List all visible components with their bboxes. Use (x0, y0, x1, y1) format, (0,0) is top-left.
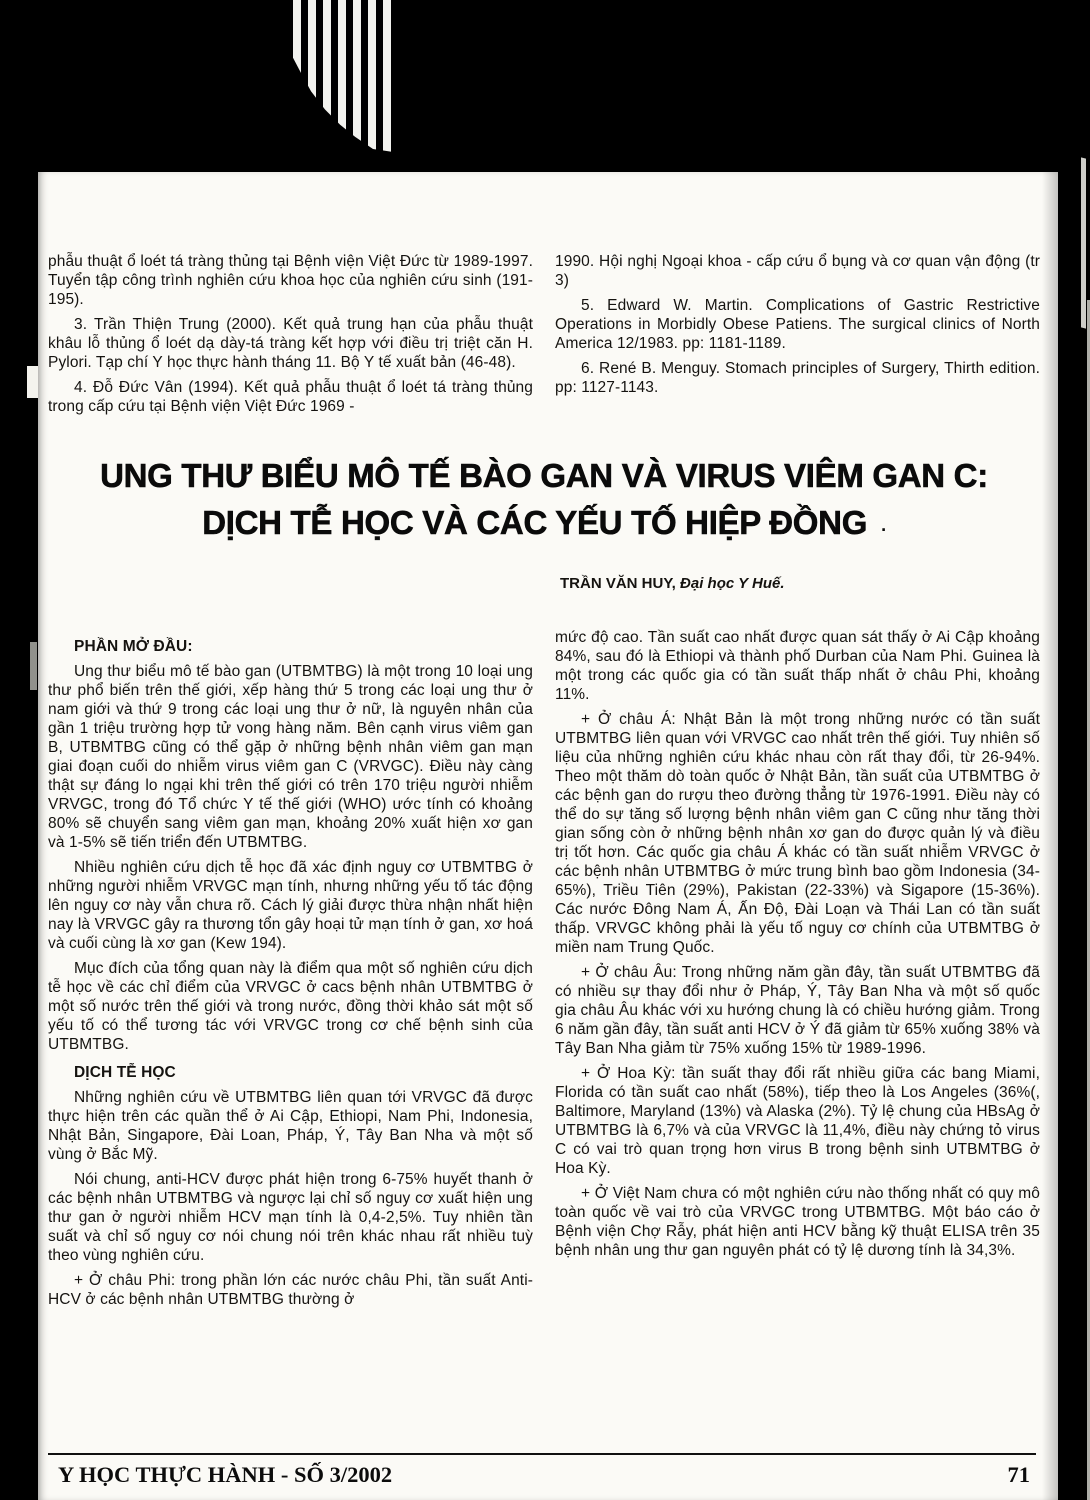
references-column-right (555, 252, 1040, 422)
article-title (84, 452, 1004, 549)
page-number: 71 (1007, 1462, 1030, 1487)
page-footer (48, 1453, 1036, 1488)
paragraph: 3. Trần Thiện Trung (2000). Kết quả trung hạn của phẫu thuật khâu lỗ thủng ổ loét dạ dày-tá tràng kết hợp với điều trị triệt căn H. Pylori. Tạp chí Y học thực hành tháng 11. Bộ Y tế xuất bản (46-48). (48, 316, 533, 371)
title-stray-dot: . (881, 514, 886, 535)
paragraph: Nói chung, anti-HCV được phát hiện trong 6-75% huyết thanh ở các bệnh nhân UTBMTBG và ngược lại chỉ số nguy cơ xuất hiện ung thư gan ở người nhiễm HCV mạn tính là 0,4-2,5%. Tuy nhiên tần suất và chỉ số nguy cơ nói chung nói trên khác nhau rất nhiều tuỳ theo vùng nghiên cứu. (48, 1170, 533, 1264)
scan-artifact-left-streak (30, 642, 37, 690)
paragraph: 5. Edward W. Martin. Complications of Gastric Restrictive Operations in Morbidly Obese Patiens. The surgical clinics of North America 12/1983. pp: 1181-1189. (555, 297, 1040, 352)
page (38, 172, 1058, 1500)
paragraph: + Ở châu Phi: trong phần lớn các nước châu Phi, tần suất Anti-HCV ở các bệnh nhân UTBMTBG thường ở (48, 1271, 533, 1308)
author-name: TRẦN VĂN HUY, (560, 574, 676, 592)
paragraph: phẫu thuật ổ loét tá tràng thủng tại Bệnh viện Việt Đức từ 1989-1997. Tuyển tập công trình nghiên cứu khoa học của nghiên cứu sinh (191-195). (48, 253, 533, 308)
section-heading: PHẦN MỞ ĐẦU: (74, 637, 193, 655)
paragraph: + Ở Việt Nam chưa có một nghiên cứu nào thống nhất có quy mô toàn quốc về vai trò của VRVGC trong UTBMTBG. Một báo cáo ở Bệnh viện Chợ Rẫy, phát hiện anti HCV bằng kỹ thuật ELISA trên 35 bệnh nhân ung thư gan nguyên phát có tỷ lệ dương tính là 34,3%. (555, 1184, 1040, 1259)
article-body (48, 628, 1040, 1315)
paragraph: mức độ cao. Tần suất cao nhất được quan sát thấy ở Ai Cập khoảng 84%, sau đó là Ethiopi và thành phố Durban của Nam Phi. Guinea là một trong các quốc gia có tần suất thấp nhất ở châu Phi, khoảng 11%. (555, 628, 1040, 703)
author-affiliation: Đại học Y Huế. (680, 574, 785, 592)
journal-title: Y HỌC THỰC HÀNH - SỐ 3/2002 (58, 1462, 393, 1487)
references-column-left (48, 252, 533, 422)
paragraph: + Ở châu Á: Nhật Bản là một trong những nước có tần suất UTBMTBG liên quan với VRVGC cao nhất trên thế giới. Tuy nhiên số liệu của những nghiên cứu khác nhau còn rất thay đổi, từ 26-94%. Theo một thăm dò toàn quốc ở Nhật Bản, tần suất của UTBMTBG ở các bệnh gan do rượu theo đường thẳng từ 1976-1991. Điều này có thể do sự tăng số lượng bệnh nhân viêm gan C cũng như tăng thời gian sống còn ở những bệnh nhân xơ gan do được quản lý và điều trị tốt hơn. Các quốc gia châu Á khác có tần suất nhiễm VRVGC ở các bệnh nhân UTBMTBG ở mức trung bình bao gồm Indonesia (34-65%), Triều Tiên (29%), Pakistan (22-33%) và Sigapore (15-36%). Các nước Đông Nam Á, Ấn Độ, Đài Loạn và Thái Lan có tần suất thấp. VRVGC không phải là yếu tố nguy cơ chính của UTBMTBG ở miền nam Trung Quốc. (555, 710, 1040, 956)
scan-artifact-diagonal-mark (1081, 157, 1086, 328)
section-heading: DỊCH TỄ HỌC (74, 1063, 176, 1081)
article-title-line1: UNG THƯ BIỂU MÔ TẾ BÀO GAN VÀ VIRUS VIÊM GAN C: (100, 457, 988, 494)
body-column-left (48, 628, 533, 1315)
paragraph: 6. René B. Menguy. Stomach principles of Surgery, Thirth edition. pp: 1127-1143. (555, 360, 1040, 396)
paragraph: Những nghiên cứu về UTBMTBG liên quan tới VRVGC đã được thực hiện trên các quần thể ở Ai Cập, Ethiopi, Nam Phi, Indonesia, Nhật Bản, Singapore, Đài Loan, Pháp, Ý, Tây Ban Nha và một số vùng ở Bắc Mỹ. (48, 1088, 533, 1163)
scan-artifact-stripes (293, 0, 393, 152)
paragraph: + Ở Hoa Kỳ: tần suất thay đổi rất nhiều giữa các bang Miami, Florida có tần suất cao nhất (58%), tiếp theo là Los Angeles (36%(, Baltimore, Maryland (13%) và Alaska (2%). Tỷ lệ chung của HBsAg ở UTBMTBG là 6,7% và của VRVGC là 11,4%, điều này chứng tỏ virus C có vai trò quan trọng hơn virus B trong bệnh sinh UTBMTBG ở Hoa Kỳ. (555, 1064, 1040, 1177)
references-section (48, 252, 1040, 422)
paragraph: + Ở châu Âu: Trong những năm gần đây, tần suất UTBMTBG đã có nhiều sự thay đổi như ở Pháp, Ý, Tây Ban Nha và một số quốc gia châu Âu khác với xu hướng chung là có chiều hướng giảm. Trong 6 năm gần đây, tần suất anti HCV ở Ý đã giảm từ 65% xuống 38% và Tây Ban Nha giảm từ 75% xuống 15% từ 1989-1996. (555, 963, 1040, 1057)
paragraph: Ung thư biểu mô tế bào gan (UTBMTBG) là một trong 10 loại ung thư phổ biến trên thế giới, xếp hàng thứ 5 trong các loại ung thư ở nam giới và thứ 9 trong các loại ung thư ở nữ, là nguyên nhân của gần 1 triệu trường hợp tử vong hàng năm. Bên cạnh virus viêm gan B, UTBMTBG cũng có thể gặp ở những bệnh nhân viêm gan mạn giai đoạn cuối do nhiễm virus viêm gan C (VRVGC). Điều này càng thật sự đáng lo ngại khi trên thế giới có trên 170 triệu người nhiễm VRVGC, trong đó Tổ chức Y tế thế giới (WHO) ước tính có khoảng 80% sẽ chuyển sang viêm gan mạn, khoảng 20% xuất hiện xơ gan và 1-5% sẽ tiến triển đến UTBMTBG. (48, 662, 533, 851)
paragraph: Nhiều nghiên cứu dịch tễ học đã xác định nguy cơ UTBMTBG ở những người nhiễm VRVGC mạn tính, nhưng những yếu tố tác động lên nguy cơ này vẫn chưa rõ. Cách lý giải được thừa nhận nhất hiện nay là VRVGC gây ra thương tổn gây hoại tử mạn tính ở gan, xơ hoá và cuối cùng là xơ gan (Kew 194). (48, 858, 533, 952)
body-column-right (555, 628, 1040, 1315)
paragraph: 1990. Hội nghị Ngoại khoa - cấp cứu ổ bụng và cơ quan vận động (tr 3) (555, 253, 1040, 289)
article-title-line2: DỊCH TỄ HỌC VÀ CÁC YẾU TỐ HIỆP ĐỒNG . (202, 504, 886, 541)
article-byline (560, 575, 1040, 592)
paragraph: Mục đích của tổng quan này là điểm qua một số nghiên cứu dịch tễ học về các chỉ điểm của VRVGC ở cacs bệnh nhân UTBMTBG ở một số nước trên thế giới và trong nước, đồng thời khảo sát một số yếu tố có thể tương tác với VRVGC trong cơ chế bệnh sinh của UTBMTBG. (48, 959, 533, 1053)
paragraph: 4. Đỗ Đức Vân (1994). Kết quả phẫu thuật ổ loét tá tràng thủng trong cấp cứu tại Bệnh viện Việt Đức 1969 - (48, 379, 533, 415)
